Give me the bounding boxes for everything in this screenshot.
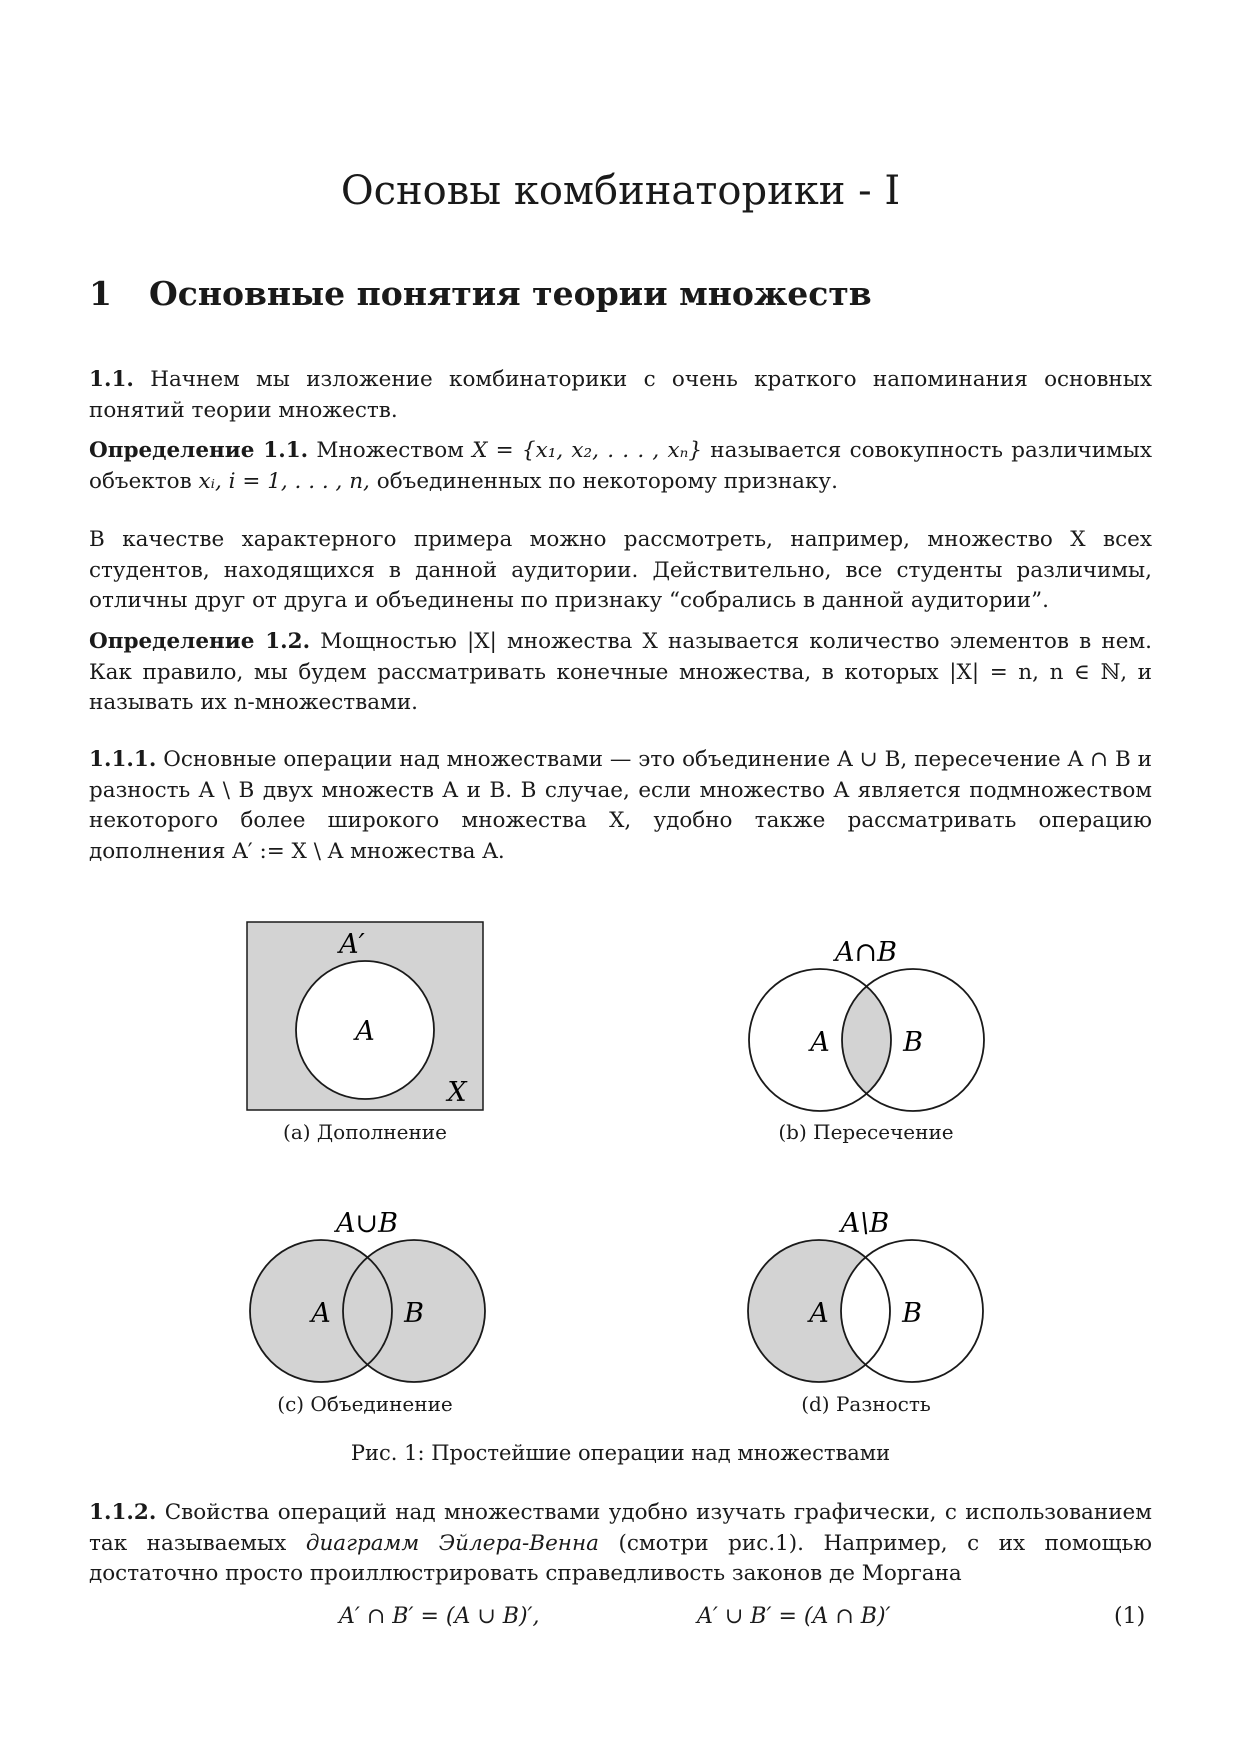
label-union: A∪B (336, 1208, 398, 1239)
label-a-prime: A′ (339, 929, 365, 960)
section-number: 1 (89, 274, 112, 313)
subcaption-c: (c) Объединение (277, 1392, 453, 1416)
figure-caption: Рис. 1: Простейшие операции над множествами (350, 1441, 891, 1465)
section-title: Основные понятия теории множеств (149, 274, 872, 313)
paragraph-text: Начнем мы изложение комбинаторики с очень краткого напоминания основных понятий теории множеств. (89, 367, 1153, 423)
paragraph-example (89, 525, 1152, 617)
label-b: B (903, 1027, 923, 1058)
label-x: X (447, 1077, 467, 1108)
label-a: A (809, 1298, 829, 1329)
paragraph-text: Свойства операций над множествами удобно изучать графически, с использованием так называемых (89, 1500, 1152, 1556)
label-a: A (355, 1016, 375, 1047)
diagram-complement (240, 915, 490, 1115)
subcaption-d: (d) Разность (801, 1392, 931, 1416)
page-title: Основы комбинаторики - I (340, 168, 901, 214)
definition-text: объединенных по некоторому признаку. (376, 468, 838, 494)
math-inline: xᵢ, i = 1, . . . , n, (198, 468, 370, 494)
definition-text: Множеством (316, 438, 464, 463)
definition-1-1 (89, 436, 1152, 497)
diagram-difference (730, 1195, 1000, 1395)
label-a: A (311, 1298, 331, 1329)
label-difference: A\B (840, 1208, 890, 1239)
subcaption-b: (b) Пересечение (778, 1120, 954, 1144)
diagram-union (235, 1195, 505, 1395)
definition-label: Определение 1.2. (89, 629, 311, 654)
paragraph-1-1-2 (89, 1498, 1152, 1590)
definition-text: Мощностью |X| множества X называется количество элементов в нем. Как правило, мы будем рассматривать конечные множества, в которых |X| = n, n ∈ ℕ, и называть их n-множествами. (89, 629, 1152, 715)
equation-number: (1) (1114, 1604, 1146, 1629)
paragraph-text: В качестве характерного примера можно рассмотреть, например, множество X всех студентов, находящихся в данной аудитории. Действительно, все студенты различимы, отличны друг от друга и объединены по признаку “собрались в данной аудитории”. (89, 527, 1152, 613)
definition-label: Определение 1.1. (89, 438, 309, 463)
subcaption-a: (a) Дополнение (283, 1120, 447, 1144)
definition-text: называется совокупность различимых объектов (89, 438, 1152, 494)
paragraph-1-1 (89, 365, 1152, 426)
diagram-intersection (730, 925, 1000, 1125)
paragraph-1-1-1 (89, 745, 1152, 867)
section-heading (89, 274, 872, 313)
equation-left: A′ ∩ B′ = (A ∪ B)′, (339, 1604, 540, 1629)
label-a: A (810, 1027, 830, 1058)
math-inline: X = {x₁, x₂, . . . , xₙ} (472, 438, 702, 463)
definition-1-2 (89, 627, 1152, 719)
label-b: B (902, 1298, 922, 1329)
emphasis-term: диаграмм Эйлера-Венна (305, 1530, 599, 1556)
label-b: B (404, 1298, 424, 1329)
paragraph-label: 1.1.2. (89, 1500, 157, 1525)
paragraph-text: Основные операции над множествами — это объединение A ∪ B, пересечение A ∩ B и разность A \ B двух множеств A и B. В случае, если множество A является подмножеством некоторого более широкого множества X, удобно также рассматривать операцию дополнения A′ := X \ A множества A. (89, 747, 1152, 864)
equation-right: A′ ∪ B′ = (A ∩ B)′ (697, 1604, 891, 1629)
paragraph-label: 1.1.1. (89, 747, 157, 772)
label-intersection: A∩B (835, 937, 897, 968)
paragraph-text: (смотри рис.1). Например, с их помощью достаточно просто проиллюстрировать справедливость законов де Моргана (89, 1530, 1152, 1586)
paragraph-label: 1.1. (89, 367, 134, 392)
